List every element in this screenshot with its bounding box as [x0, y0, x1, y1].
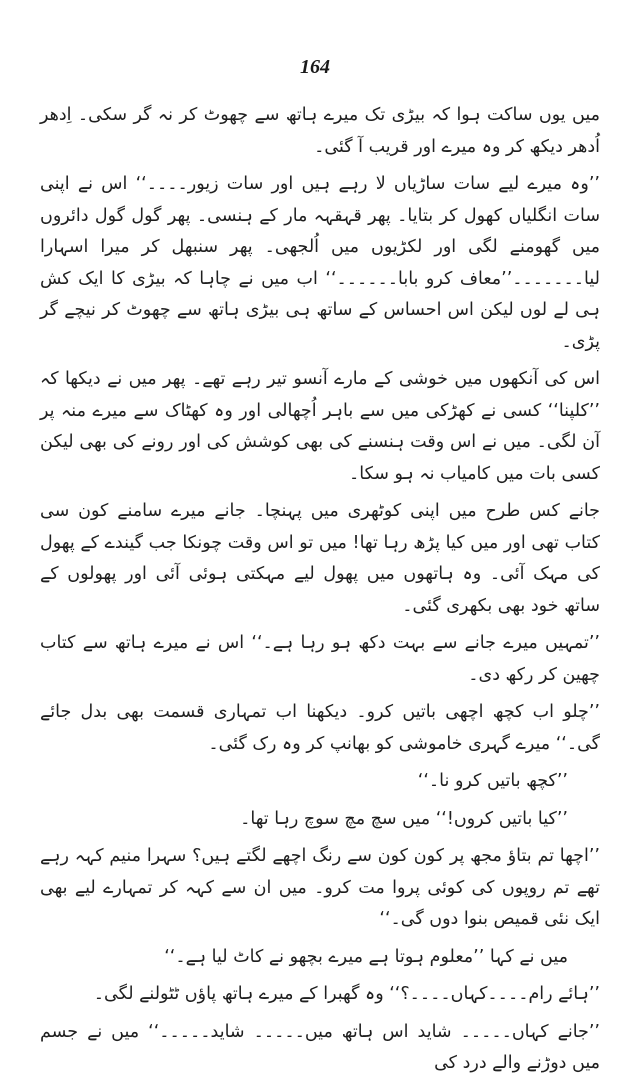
- paragraph: میں یوں ساکت ہوا کہ بیڑی تک میرے ہاتھ سے چھوٹ کر نہ گر سکی۔ اِدھر اُدھر دیکھ کر وہ میرے اور قریب آ گئی۔: [40, 105, 600, 157]
- paragraph: جانے کس طرح میں اپنی کوٹھری میں پہنچا۔ جانے میرے سامنے کون سی کتاب تھی اور میں کیا پڑھ رہا تھا! میں تو اس وقت چونکا جب گیندے کے پھول کی مہک آئی۔ وہ ہاتھوں میں پھول لیے مہکتی ہوئی آئی اور پھولوں کے ساتھ خود بھی بکھری گئی۔: [40, 501, 600, 616]
- paragraph: ’’تمہیں میرے جانے سے بہت دکھ ہو رہا ہے۔‘‘ اس نے میرے ہاتھ سے کتاب چھین کر رکھ دی۔: [40, 633, 600, 685]
- paragraph: ’’چلو اب کچھ اچھی باتیں کرو۔ دیکھنا اب تمہاری قسمت بھی بدل جائے گی۔‘‘ میرے گہری خاموشی کو بھانپ کر وہ رک گئی۔: [40, 702, 600, 754]
- paragraph: ’’جانے کہاں۔۔۔۔۔ شاید اس ہاتھ میں۔۔۔۔۔ شاید۔۔۔۔۔‘‘ میں نے جسم میں دوڑنے والے درد کی: [40, 1021, 600, 1073]
- paragraph: ’’کچھ باتیں کرو نا۔‘‘: [417, 771, 568, 791]
- paragraph: ’’ہائے رام۔۔۔۔کہاں۔۔۔۔؟‘‘ وہ گھبرا کے میرے ہاتھ پاؤں ٹٹولنے لگی۔: [93, 984, 600, 1004]
- paragraph: ’’کیا باتیں کروں!‘‘ میں سچ مچ سوچ رہا تھا۔: [240, 808, 568, 829]
- paragraph: ’’اچھا تم بتاؤ مجھ پر کون کون سے رنگ اچھے لگتے ہیں؟ سہرا منیم کہہ رہے تھے تم روپوں کی کوئی پروا مت کرو۔ میں ان سے کہہ کر تمہارے لیے بھی ایک نئی قمیص بنوا دوں گی۔‘‘: [40, 846, 600, 929]
- paragraph: میں نے کہا ’’معلوم ہوتا ہے میرے بچھو نے کاٹ لیا ہے۔‘‘: [164, 946, 568, 967]
- page-number: 164: [300, 56, 330, 78]
- page-body-text: [40, 100, 600, 1086]
- paragraph: اس کی آنکھوں میں خوشی کے مارے آنسو تیر رہے تھے۔ پھر میں نے دیکھا کہ ’’کلپنا‘‘ کسی نے کھڑکی میں سے باہر اُچھالی اور وہ کھٹاک سے میرے منہ پر آن لگی۔ میں نے اس وقت ہنسنے کی بھی کوشش کی اور رونے کی بھی لیکن کسی بات میں کامیاب نہ ہو سکا۔: [40, 369, 600, 484]
- paragraph: ’’وہ میرے لیے سات ساڑیاں لا رہے ہیں اور سات زیور۔۔۔۔‘‘ اس نے اپنی سات انگلیاں کھول کر بتایا۔ پھر قہقہہ مار کے ہنسی۔ پھر گول گول دائروں میں گھومنے لگی اور لکڑیوں میں اُلجھی۔ پھر سنبھل کر میرا اسہارا لیا۔۔۔۔۔۔۔’’معاف کرو بابا۔۔۔۔۔۔‘‘ اب میں نے چاہا کہ بیڑی کا ایک کش ہی لے لوں لیکن اس احساس کے ساتھ ہی بیڑی ہاتھ سے چھوٹ کر نیچے گر پڑی۔: [40, 174, 600, 352]
